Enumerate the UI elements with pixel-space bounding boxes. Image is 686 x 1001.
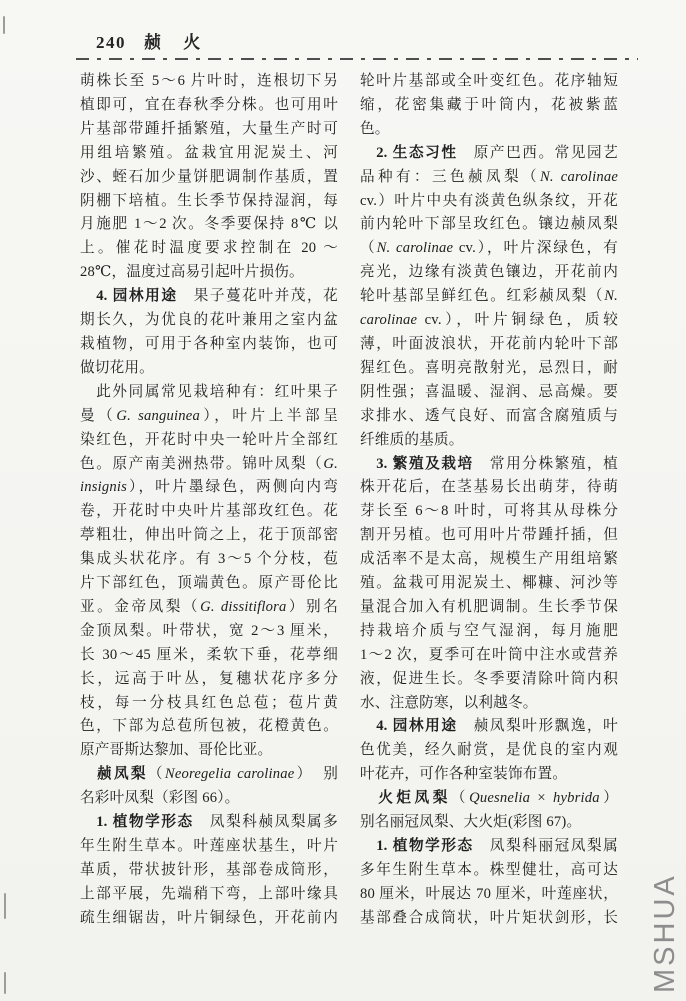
text-segment: 原产哥斯达黎加、哥伦比亚。 bbox=[80, 742, 273, 759]
italic-text-segment: N. bbox=[604, 288, 618, 305]
text-line bbox=[80, 524, 338, 548]
bold-text-segment: 2. 生态习性 bbox=[376, 144, 458, 161]
text-segment bbox=[80, 766, 97, 782]
text-line bbox=[360, 142, 618, 166]
text-line bbox=[360, 835, 618, 859]
text-segment: ），叶片墨绿色，两侧向内弯 bbox=[127, 479, 338, 496]
text-segment: 用组培繁殖。盆栽宜用泥炭土、河 bbox=[80, 144, 338, 161]
text-line bbox=[80, 70, 338, 94]
text-segment: 染红色，开花时中央一轮叶片全部红 bbox=[80, 431, 338, 448]
italic-text-segment: insignis bbox=[80, 479, 128, 496]
text-segment: 金顶凤梨。叶带状，宽 2～3 厘米， bbox=[80, 622, 338, 639]
bold-text-segment: 4. 园林用途 bbox=[96, 288, 178, 305]
text-segment: 曼（ bbox=[80, 407, 117, 424]
text-line bbox=[360, 166, 618, 190]
text-segment: 期长久，为优良的花叶兼用之室内盆 bbox=[80, 312, 338, 329]
text-line bbox=[80, 237, 338, 261]
text-line bbox=[80, 405, 338, 429]
text-segment: 常用分株繁殖，植 bbox=[473, 455, 618, 472]
text-line bbox=[360, 668, 618, 692]
text-line bbox=[360, 213, 618, 237]
text-line bbox=[80, 883, 338, 907]
text-segment: 色。原产南美洲热带。锦叶凤梨（ bbox=[80, 455, 324, 472]
text-line bbox=[360, 94, 618, 118]
bold-text-segment: 火炬凤梨 bbox=[378, 790, 451, 807]
text-segment: 1～2 次，夏季可在叶筒中注水或营养 bbox=[360, 646, 618, 663]
text-line bbox=[80, 142, 338, 166]
text-segment: 薄，叶面波浪状，开花前内轮叶下部 bbox=[360, 335, 618, 352]
text-segment bbox=[80, 814, 96, 830]
italic-text-segment: Quesnelia bbox=[469, 790, 531, 807]
text-line bbox=[80, 476, 338, 500]
text-line bbox=[360, 763, 618, 787]
left-column bbox=[80, 70, 338, 931]
page-header bbox=[96, 28, 209, 53]
page-number: 240 bbox=[96, 33, 126, 52]
text-line bbox=[360, 524, 618, 548]
text-segment: 缩，花密集藏于叶筒内，花被紫蓝 bbox=[360, 96, 618, 113]
text-segment: 革质，带状披针形，基部卷成筒形， bbox=[80, 861, 338, 878]
scan-artifact bbox=[3, 16, 5, 34]
text-line bbox=[360, 453, 618, 477]
text-line bbox=[80, 453, 338, 477]
text-segment: cv.）叶片中央有淡黄色纵条纹，开花 bbox=[360, 192, 618, 209]
text-segment: 殖。盆栽可用泥炭土、椰糠、河沙等 bbox=[360, 575, 618, 592]
text-segment bbox=[360, 718, 376, 734]
text-segment: 凤梨科赪凤梨属多 bbox=[193, 814, 338, 831]
text-line bbox=[80, 94, 338, 118]
text-line bbox=[360, 118, 618, 142]
text-line bbox=[80, 381, 338, 405]
text-line bbox=[80, 285, 338, 309]
text-line bbox=[80, 166, 338, 190]
text-segment: 阴性强；喜温暖、湿润、忌高燥。要 bbox=[360, 383, 618, 400]
text-line bbox=[360, 692, 618, 716]
text-segment: 水、注意防寒，以利越冬。 bbox=[360, 694, 538, 711]
text-line bbox=[360, 357, 618, 381]
text-segment: 名彩叶凤梨（彩图 66）。 bbox=[80, 790, 240, 807]
text-line bbox=[360, 429, 618, 453]
text-line bbox=[360, 500, 618, 524]
italic-text-segment: G. dissitiflora bbox=[200, 598, 287, 615]
right-column bbox=[360, 70, 618, 931]
text-segment: 前内轮叶下部呈玫红色。镶边赪凤梨 bbox=[360, 216, 618, 233]
text-segment: 原产巴西。常见园艺 bbox=[457, 144, 618, 161]
text-columns bbox=[80, 70, 618, 931]
text-segment: 株开花后，在茎基易长出萌芽，待萌 bbox=[360, 479, 618, 496]
text-segment: 叶花卉，可作各种室装饰布置。 bbox=[360, 766, 568, 783]
text-segment: 轮叶基部呈鲜红色。红彩赪凤梨（ bbox=[360, 288, 605, 305]
text-segment: 别名丽冠凤梨、大火炬(彩图 67)。 bbox=[360, 814, 582, 831]
watermark: MSHUA bbox=[649, 873, 681, 993]
italic-text-segment: G. sanguinea bbox=[116, 407, 200, 424]
text-line bbox=[80, 500, 338, 524]
text-segment: 片基部带踵扦插繁殖，大量生产时可 bbox=[80, 120, 338, 137]
text-line bbox=[80, 357, 338, 381]
text-segment: 做切花用。 bbox=[80, 359, 154, 376]
text-line bbox=[80, 596, 338, 620]
text-segment: × bbox=[530, 790, 553, 807]
text-line bbox=[80, 644, 338, 668]
text-line bbox=[80, 859, 338, 883]
text-segment: 萌株长至 5～6 片叶时，连根切下另 bbox=[80, 73, 338, 89]
text-segment: 阴棚下培植。生长季节保持湿润，每 bbox=[80, 192, 338, 209]
text-line bbox=[360, 333, 618, 357]
text-segment: 芽长至 6～8 叶时，可将其从母株分 bbox=[360, 503, 618, 520]
bold-text-segment: 3. 繁殖及栽培 bbox=[376, 455, 474, 472]
text-line bbox=[80, 835, 338, 859]
text-segment: ），叶片上半部呈 bbox=[199, 407, 338, 424]
text-line bbox=[80, 213, 338, 237]
text-segment: 基部叠合成筒状，叶片矩状剑形，长 bbox=[360, 909, 618, 926]
italic-text-segment: G. bbox=[323, 455, 338, 472]
text-line bbox=[80, 548, 338, 572]
text-segment: 卷，开花时中央叶片基部玫红色。花 bbox=[80, 503, 338, 520]
text-line bbox=[80, 429, 338, 453]
text-line bbox=[360, 596, 618, 620]
text-line bbox=[360, 285, 618, 309]
text-line bbox=[360, 620, 618, 644]
text-line bbox=[80, 572, 338, 596]
text-segment: 亚。金帝凤梨（ bbox=[80, 598, 201, 615]
text-segment: 片下部红色，顶端黄色。原产哥伦比 bbox=[80, 575, 338, 592]
text-line bbox=[80, 668, 338, 692]
italic-text-segment: carolinae bbox=[360, 312, 418, 329]
text-line bbox=[360, 859, 618, 883]
text-segment bbox=[360, 838, 376, 854]
text-line bbox=[80, 739, 338, 763]
text-segment: ） bbox=[599, 790, 618, 807]
text-line bbox=[360, 548, 618, 572]
text-segment: 成活率不是太高，规模生产用组培繁 bbox=[360, 551, 618, 568]
text-segment: 年生附生草本。叶莲座状基生，叶片 bbox=[80, 838, 338, 854]
text-segment: 凤梨科丽冠凤梨属 bbox=[473, 838, 618, 854]
text-line bbox=[80, 715, 338, 739]
text-segment: 此外同属常见栽培种有：红叶果子 bbox=[80, 383, 338, 400]
text-segment: 枝，每一分枝具红色总苞；苞片黄 bbox=[80, 694, 338, 711]
text-segment: 葶粗壮，伸出叶筒之上，花于顶部密 bbox=[80, 527, 338, 544]
text-segment: 色，下部为总苞所包被，花橙黄色。 bbox=[80, 718, 338, 735]
text-line bbox=[360, 381, 618, 405]
text-segment: 纤维质的基质。 bbox=[360, 431, 464, 448]
text-line bbox=[360, 811, 618, 835]
text-line bbox=[360, 70, 618, 94]
text-segment: 赪凤梨叶形飘逸，叶 bbox=[457, 718, 618, 735]
italic-text-segment: N. carolinae bbox=[539, 168, 618, 185]
text-line bbox=[360, 190, 618, 214]
text-segment: 长，远高于叶丛，复穗状花序多分 bbox=[80, 670, 338, 687]
text-line bbox=[360, 405, 618, 429]
italic-text-segment: hybrida bbox=[553, 790, 600, 807]
text-line bbox=[360, 309, 618, 333]
text-segment: 求排水、透气良好、而富含腐殖质与 bbox=[360, 407, 618, 424]
bold-text-segment: 赪凤梨 bbox=[96, 766, 148, 783]
text-segment: 猩红色。喜明亮散射光，忌烈日，耐 bbox=[360, 359, 618, 376]
text-segment: 上。催花时温度要求控制在 20 ～ bbox=[80, 240, 338, 257]
text-segment bbox=[360, 790, 378, 806]
text-segment: ）别名 bbox=[286, 598, 338, 615]
text-segment: 割开另植。也可用叶片带踵扦插，但 bbox=[360, 527, 618, 544]
header-divider bbox=[76, 58, 638, 60]
text-line bbox=[360, 787, 618, 811]
text-line bbox=[80, 620, 338, 644]
bold-text-segment: 4. 园林用途 bbox=[376, 718, 458, 735]
text-segment: 量混合加入有机肥调制。生长季节保 bbox=[360, 598, 618, 615]
text-line bbox=[80, 190, 338, 214]
text-line bbox=[360, 237, 618, 261]
text-segment: 液，促进生长。冬季要清除叶筒内积 bbox=[360, 670, 618, 687]
text-segment: 80 厘米，叶展达 70 厘米，叶莲座状， bbox=[360, 885, 618, 902]
text-segment: 多年生附生草本。株型健壮，高可达 bbox=[360, 861, 618, 878]
text-line bbox=[360, 715, 618, 739]
text-line bbox=[360, 907, 618, 931]
text-segment bbox=[360, 456, 376, 472]
italic-text-segment: N. carolinae bbox=[376, 240, 454, 257]
text-segment: 色优美，经久耐赏，是优良的室内观 bbox=[360, 742, 618, 759]
text-segment: 长 30～45 厘米，柔软下垂，花葶细 bbox=[80, 646, 338, 663]
text-line bbox=[360, 261, 618, 285]
text-segment: 亮光，边缘有淡黄色镶边，开花前内 bbox=[360, 264, 618, 281]
text-line bbox=[360, 883, 618, 907]
text-segment: 色。 bbox=[360, 120, 390, 137]
text-line bbox=[80, 333, 338, 357]
text-line bbox=[360, 572, 618, 596]
text-segment: ） 别 bbox=[294, 766, 339, 783]
text-line bbox=[80, 309, 338, 333]
text-segment: cv.），叶片铜绿色，质较 bbox=[417, 312, 618, 329]
italic-text-segment: Neoregelia carolinae bbox=[164, 766, 295, 783]
text-segment: 品种有：三色赪凤梨（ bbox=[360, 168, 540, 185]
text-segment: cv.），叶片深绿色，有 bbox=[453, 240, 618, 257]
text-line bbox=[360, 739, 618, 763]
bold-text-segment: 1. 植物学形态 bbox=[96, 814, 194, 831]
text-segment: 集成头状花序。有 3～5 个分枝，苞 bbox=[80, 551, 338, 568]
text-segment: 轮叶片基部或全叶变红色。花序轴短 bbox=[360, 73, 618, 89]
text-segment: （ bbox=[360, 240, 377, 257]
text-line bbox=[80, 261, 338, 285]
text-segment: （ bbox=[450, 790, 470, 807]
text-line bbox=[80, 118, 338, 142]
scan-artifact bbox=[4, 972, 6, 994]
text-segment: 持栽培介质与空气湿润，每月施肥 bbox=[360, 622, 618, 639]
text-segment: 植即可，宜在春秋季分株。也可用叶 bbox=[80, 96, 338, 113]
text-segment: 果子蔓花叶并茂，花 bbox=[177, 288, 338, 305]
text-segment: 上部平展，先端稍下弯，上部叶缘具 bbox=[80, 885, 338, 902]
text-line bbox=[360, 476, 618, 500]
text-line bbox=[80, 763, 338, 787]
text-segment bbox=[80, 288, 96, 304]
text-segment: 栽植物，可用于各种室内装饰，也可 bbox=[80, 335, 338, 352]
text-segment: 28℃，温度过高易引起叶片损伤。 bbox=[80, 264, 304, 281]
text-segment: 月施肥 1～2 次。冬季要保持 8℃ 以 bbox=[80, 216, 338, 233]
text-segment: （ bbox=[147, 766, 165, 783]
text-line bbox=[360, 644, 618, 668]
text-line bbox=[80, 811, 338, 835]
scan-artifact bbox=[4, 893, 6, 919]
running-title: 赪 火 bbox=[144, 33, 210, 52]
text-line bbox=[80, 907, 338, 931]
text-line bbox=[80, 692, 338, 716]
text-line bbox=[80, 787, 338, 811]
text-segment: 沙、蛭石加少量饼肥调制作基质，置 bbox=[80, 168, 338, 185]
bold-text-segment: 1. 植物学形态 bbox=[376, 838, 474, 854]
text-segment bbox=[360, 145, 376, 161]
text-segment: 疏生细锯齿，叶片铜绿色，开花前内 bbox=[80, 909, 338, 926]
